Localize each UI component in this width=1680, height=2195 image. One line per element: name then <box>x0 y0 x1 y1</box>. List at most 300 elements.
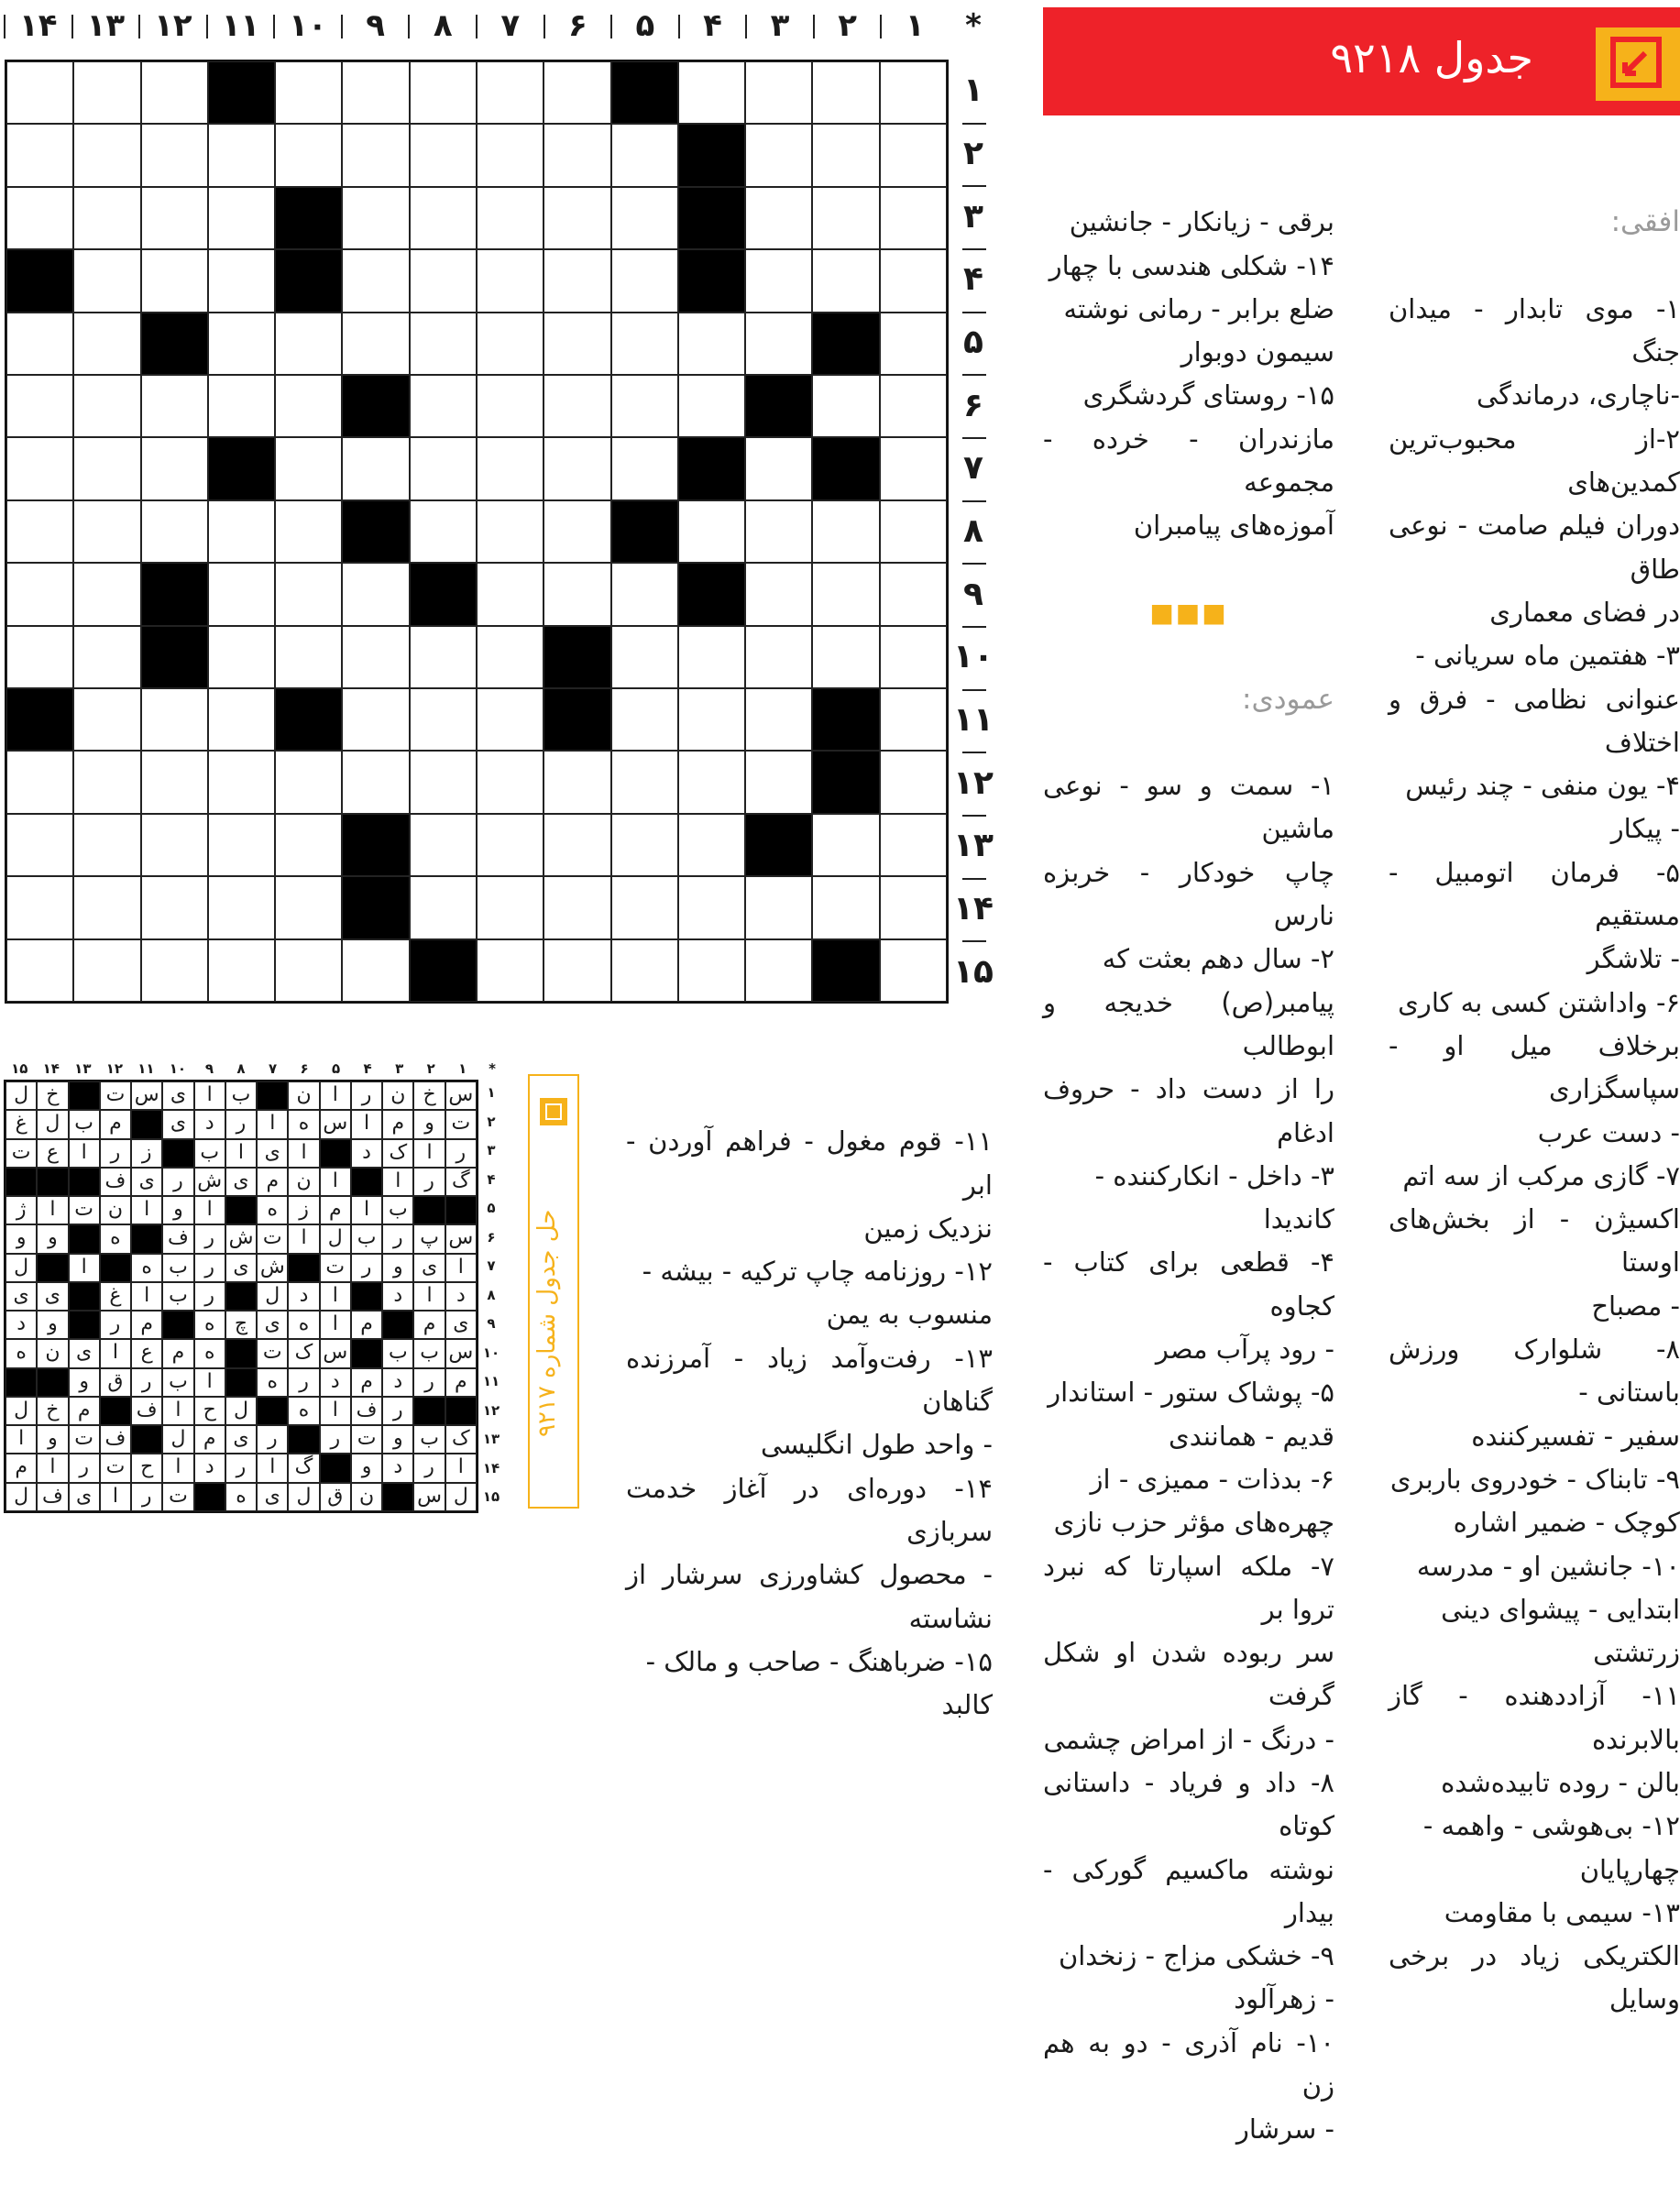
grid-cell[interactable] <box>745 500 812 563</box>
grid-cell[interactable] <box>880 375 947 437</box>
grid-cell[interactable] <box>275 626 342 688</box>
grid-cell[interactable] <box>477 939 544 1002</box>
grid-cell[interactable] <box>812 124 879 186</box>
grid-cell[interactable] <box>275 876 342 938</box>
grid-cell[interactable] <box>141 375 208 437</box>
grid-cell[interactable] <box>410 61 477 124</box>
grid-cell[interactable] <box>410 187 477 249</box>
grid-cell[interactable] <box>141 876 208 938</box>
solution-row-number: ۱۰ <box>482 1344 500 1361</box>
grid-cell[interactable] <box>275 124 342 186</box>
grid-cell[interactable] <box>6 563 73 625</box>
grid-cell[interactable] <box>342 313 409 375</box>
solution-cell: غ <box>5 1110 37 1138</box>
grid-cell[interactable] <box>342 688 409 751</box>
grid-cell[interactable] <box>544 500 610 563</box>
across-heading: افقی: <box>1610 205 1680 239</box>
grid-cell[interactable] <box>275 375 342 437</box>
grid-cell[interactable] <box>342 939 409 1002</box>
grid-cell[interactable] <box>477 124 544 186</box>
across-clue-text: ۱- موی تابدار - میدان جنگ -ناچاری، درماندگی ۲-از محبوب‌ترین کمدین‌های دوران فیلم صامت - نوعی طاق در فضای معماری ۳- هفتمین ماه سریانی - عنوانی نظامی - فرق و اختلاف ۴- یون منفی - چند رئیس - پیکار ۵- فرمان اتومبیل - مستقیم - تلاشگر ۶- واداشتن کسی به کاری برخلاف میل او - سپاسگزاری - دست عرب ۷- گازی مرکب از سه اتم اکسیژن - از بخش‌های اوستا - مصباح ۸- شلوارک ورزش باستانی - سفیر - تفسیرکننده ۹- تابناک - خودروی باربری کوچک - ضمیر اشاره ۱۰- جانشین او - مدرسه ابتدایی - پیشوای دینی زرتشتی ۱۱- آزاددهنده - گاز بالابرنده بالن - روده تابیده‌شده ۱۲- بی‌هوشی - واهمه - چهارپایان ۱۳- سیمی با مقاومت الکتریکی زیاد در برخی وسایل <box>1389 292 1680 2015</box>
solution-cell: ر <box>131 1483 162 1511</box>
grid-cell[interactable] <box>611 124 678 186</box>
grid-cell[interactable] <box>342 563 409 625</box>
solution-cell: ن <box>351 1483 382 1511</box>
row-separator <box>962 312 986 313</box>
grid-cell[interactable] <box>611 563 678 625</box>
solution-row-number: ۷ <box>487 1257 496 1275</box>
solution-black-cell <box>100 1397 131 1425</box>
solution-cell: م <box>194 1425 225 1454</box>
grid-cell[interactable] <box>6 375 73 437</box>
grid-cell[interactable] <box>678 751 745 813</box>
black-cell <box>745 375 812 437</box>
grid-cell[interactable] <box>275 751 342 813</box>
solution-black-cell <box>5 1168 37 1196</box>
grid-cell[interactable] <box>73 249 140 312</box>
grid-cell[interactable] <box>477 437 544 499</box>
solution-cell: ف <box>131 1397 162 1425</box>
grid-cell[interactable] <box>208 375 275 437</box>
solution-cell: ه <box>194 1311 225 1339</box>
grid-cell[interactable] <box>73 814 140 876</box>
solution-black-cell <box>225 1196 257 1224</box>
grid-cell[interactable] <box>477 626 544 688</box>
solution-cell: ی <box>69 1483 100 1511</box>
black-cell <box>342 500 409 563</box>
solution-cell: د <box>194 1454 225 1482</box>
grid-cell[interactable] <box>544 939 610 1002</box>
grid-cell[interactable] <box>745 626 812 688</box>
grid-cell[interactable] <box>410 814 477 876</box>
grid-cell[interactable] <box>611 437 678 499</box>
grid-cell[interactable] <box>208 939 275 1002</box>
grid-cell[interactable] <box>745 876 812 938</box>
grid-cell[interactable] <box>6 751 73 813</box>
grid-cell[interactable] <box>477 313 544 375</box>
solution-cell: ا <box>320 1168 351 1196</box>
grid-column-number: ۸ <box>433 7 453 44</box>
solution-black-cell <box>288 1425 319 1454</box>
grid-cell[interactable] <box>611 814 678 876</box>
solution-cell: ب <box>162 1368 193 1397</box>
grid-cell[interactable] <box>208 563 275 625</box>
grid-cell[interactable] <box>611 939 678 1002</box>
grid-cell[interactable] <box>410 437 477 499</box>
solution-cell: ب <box>413 1425 445 1454</box>
solution-cell: ی <box>69 1339 100 1367</box>
solution-cell: ا <box>131 1196 162 1224</box>
grid-cell[interactable] <box>6 437 73 499</box>
solution-cell: ع <box>131 1339 162 1367</box>
solution-cell: ف <box>100 1168 131 1196</box>
grid-cell[interactable] <box>141 814 208 876</box>
grid-cell[interactable] <box>812 187 879 249</box>
grid-cell[interactable] <box>275 563 342 625</box>
grid-cell[interactable] <box>141 500 208 563</box>
solution-column-number: ۱۳ <box>74 1060 92 1077</box>
solution-cell: ا <box>69 1254 100 1282</box>
grid-column-number: ۱۱ <box>221 7 260 44</box>
grid-cell[interactable] <box>544 375 610 437</box>
grid-cell[interactable] <box>812 375 879 437</box>
grid-cell[interactable] <box>880 313 947 375</box>
grid-cell[interactable] <box>73 437 140 499</box>
solution-cell: ا <box>288 1224 319 1253</box>
grid-cell[interactable] <box>275 500 342 563</box>
grid-cell[interactable] <box>812 814 879 876</box>
grid-cell[interactable] <box>6 876 73 938</box>
grid-cell[interactable] <box>880 751 947 813</box>
grid-cell[interactable] <box>812 500 879 563</box>
solution-column-number: ۴ <box>363 1060 372 1077</box>
grid-cell[interactable] <box>745 563 812 625</box>
solution-cell: س <box>131 1081 162 1110</box>
grid-cell[interactable] <box>141 124 208 186</box>
grid-cell[interactable] <box>880 876 947 938</box>
grid-cell[interactable] <box>342 751 409 813</box>
grid-cell[interactable] <box>544 249 610 312</box>
grid-cell[interactable] <box>73 751 140 813</box>
grid-cell[interactable] <box>208 626 275 688</box>
solution-cell: ا <box>131 1282 162 1311</box>
grid-cell[interactable] <box>812 61 879 124</box>
solution-cell: ت <box>69 1425 100 1454</box>
grid-cell[interactable] <box>73 626 140 688</box>
solution-cell: س <box>445 1081 477 1110</box>
grid-cell[interactable] <box>477 500 544 563</box>
solution-black-cell <box>69 1282 100 1311</box>
solution-black-cell <box>288 1254 319 1282</box>
grid-cell[interactable] <box>544 751 610 813</box>
grid-cell[interactable] <box>410 124 477 186</box>
grid-cell[interactable] <box>208 876 275 938</box>
grid-cell[interactable] <box>812 249 879 312</box>
grid-cell[interactable] <box>410 876 477 938</box>
grid-cell[interactable] <box>477 249 544 312</box>
grid-cell[interactable] <box>6 626 73 688</box>
grid-cell[interactable] <box>6 500 73 563</box>
grid-cell[interactable] <box>73 939 140 1002</box>
solution-cell: ا <box>194 1081 225 1110</box>
solution-cell: و <box>413 1110 445 1138</box>
grid-cell[interactable] <box>208 500 275 563</box>
down-clue-text: ۱- سمت و سو - نوعی ماشین چاپ خودکار - خربزه نارس ۲- سال دهم بعثت که پیامبر(ص) خدیجه و ابوطالب را از دست داد - حروف ادغام ۳- داخل - انکارکننده - کاندیدا ۴- قطعی برای کتاب - کجاوه - رود پرآب مصر ۵- پوشاک ستور - استاندار قدیم - همانندی ۶- بدذات - ممیزی - از چهره‌های مؤثر حزب نازی ۷- ملکه اسپارتا که نبرد تروا بر سر ربوده شدن او شکل گرفت - درنگ - از امراض چشمی ۸- داد و فریاد - داستانی کوتاه نوشته ماکسیم گورکی - بیدار ۹- خشکی مزاج - زنخدان - زهرآلود ۱۰- نام آذری - دو به هم زن - سرشار <box>1043 770 1334 2146</box>
grid-cell[interactable] <box>611 751 678 813</box>
grid-cell[interactable] <box>342 437 409 499</box>
grid-cell[interactable] <box>611 375 678 437</box>
black-cell <box>275 187 342 249</box>
grid-cell[interactable] <box>745 61 812 124</box>
solution-cell: چ <box>225 1311 257 1339</box>
solution-row-numbers <box>478 1080 504 1513</box>
solution-cell: ب <box>162 1282 193 1311</box>
black-cell <box>812 313 879 375</box>
solution-cell: ی <box>131 1168 162 1196</box>
grid-cell[interactable] <box>477 375 544 437</box>
grid-cell[interactable] <box>342 249 409 312</box>
grid-cell[interactable] <box>275 437 342 499</box>
grid-cell[interactable] <box>342 61 409 124</box>
grid-cell[interactable] <box>678 814 745 876</box>
grid-cell[interactable] <box>611 876 678 938</box>
solution-cell: ل <box>162 1425 193 1454</box>
grid-cell[interactable] <box>880 249 947 312</box>
grid-cell[interactable] <box>611 187 678 249</box>
solution-column-number: ۱۲ <box>105 1060 124 1077</box>
grid-cell[interactable] <box>678 688 745 751</box>
grid-cell[interactable] <box>880 626 947 688</box>
solution-cell: ر <box>225 1454 257 1482</box>
grid-cell[interactable] <box>208 688 275 751</box>
solution-cell: ا <box>320 1397 351 1425</box>
solution-column-number: ۱۱ <box>137 1060 155 1077</box>
solution-column-number: ۱۴ <box>42 1060 60 1077</box>
grid-cell[interactable] <box>141 61 208 124</box>
grid-cell[interactable] <box>880 500 947 563</box>
grid-cell[interactable] <box>611 249 678 312</box>
grid-cell[interactable] <box>544 563 610 625</box>
grid-cell[interactable] <box>745 751 812 813</box>
grid-cell[interactable] <box>6 313 73 375</box>
solution-cell: خ <box>37 1081 68 1110</box>
grid-row-number: ۱۱ <box>953 701 994 739</box>
grid-cell[interactable] <box>275 61 342 124</box>
solution-black-cell <box>413 1397 445 1425</box>
solution-black-cell <box>37 1368 68 1397</box>
solution-column-number: ۱ <box>458 1060 467 1077</box>
grid-cell[interactable] <box>812 626 879 688</box>
grid-cell[interactable] <box>6 814 73 876</box>
grid-cell[interactable] <box>678 61 745 124</box>
grid-cell[interactable] <box>410 249 477 312</box>
solution-cell: ت <box>162 1483 193 1511</box>
grid-cell[interactable] <box>544 814 610 876</box>
solution-cell: ن <box>382 1081 413 1110</box>
grid-cell[interactable] <box>410 500 477 563</box>
solution-cell: د <box>382 1368 413 1397</box>
solution-cell: ا <box>100 1483 131 1511</box>
black-cell <box>812 437 879 499</box>
grid-cell[interactable] <box>678 939 745 1002</box>
grid-cell[interactable] <box>6 124 73 186</box>
solution-cell: و <box>382 1254 413 1282</box>
grid-cell[interactable] <box>208 249 275 312</box>
grid-cell[interactable] <box>544 876 610 938</box>
grid-cell[interactable] <box>73 313 140 375</box>
grid-cell[interactable] <box>880 563 947 625</box>
solution-cell: ی <box>257 1311 288 1339</box>
solution-cell: ا <box>413 1282 445 1311</box>
grid-row-number: ۱۰ <box>953 638 994 676</box>
grid-cell[interactable] <box>73 124 140 186</box>
grid-row-number: ۴ <box>963 260 983 299</box>
grid-cell[interactable] <box>73 500 140 563</box>
solution-cell: ل <box>320 1224 351 1253</box>
solution-cell: خ <box>37 1397 68 1425</box>
row-separator <box>962 878 986 880</box>
grid-cell[interactable] <box>745 124 812 186</box>
row-separator <box>962 689 986 691</box>
grid-cell[interactable] <box>544 187 610 249</box>
grid-cell[interactable] <box>6 939 73 1002</box>
solution-black-cell <box>131 1110 162 1138</box>
grid-cell[interactable] <box>141 688 208 751</box>
grid-cell[interactable] <box>544 437 610 499</box>
solution-cell: د <box>5 1311 37 1339</box>
grid-cell[interactable] <box>745 939 812 1002</box>
grid-cell[interactable] <box>678 375 745 437</box>
grid-cell[interactable] <box>745 313 812 375</box>
across-clues <box>1389 158 1680 2065</box>
grid-column-number: ۶ <box>567 7 587 44</box>
grid-cell[interactable] <box>745 187 812 249</box>
grid-cell[interactable] <box>208 187 275 249</box>
black-cell <box>678 437 745 499</box>
grid-cell[interactable] <box>410 313 477 375</box>
solution-cell: ف <box>162 1224 193 1253</box>
grid-cell[interactable] <box>73 61 140 124</box>
grid-row-number: ۱۵ <box>953 952 994 991</box>
grid-cell[interactable] <box>342 626 409 688</box>
black-cell <box>678 563 745 625</box>
grid-cell[interactable] <box>745 688 812 751</box>
solution-black-cell <box>445 1397 477 1425</box>
solution-cell: پ <box>413 1224 445 1253</box>
grid-cell[interactable] <box>410 751 477 813</box>
grid-cell[interactable] <box>141 751 208 813</box>
grid-cell[interactable] <box>6 187 73 249</box>
grid-cell[interactable] <box>812 876 879 938</box>
grid-cell[interactable] <box>477 688 544 751</box>
solution-cell: د <box>320 1368 351 1397</box>
grid-cell[interactable] <box>208 814 275 876</box>
grid-cell[interactable] <box>208 124 275 186</box>
grid-cell[interactable] <box>880 61 947 124</box>
grid-cell[interactable] <box>73 563 140 625</box>
solution-cell: و <box>351 1454 382 1482</box>
grid-cell[interactable] <box>678 626 745 688</box>
solution-cell: ب <box>382 1339 413 1367</box>
grid-cell[interactable] <box>208 751 275 813</box>
grid-cell[interactable] <box>880 437 947 499</box>
grid-cell[interactable] <box>880 939 947 1002</box>
solution-black-cell <box>257 1397 288 1425</box>
solution-cell: ر <box>257 1425 288 1454</box>
grid-cell[interactable] <box>745 249 812 312</box>
grid-cell[interactable] <box>812 563 879 625</box>
grid-cell[interactable] <box>275 939 342 1002</box>
grid-cell[interactable] <box>410 626 477 688</box>
solution-cell: ب <box>413 1339 445 1367</box>
solution-cell: د <box>445 1282 477 1311</box>
grid-cell[interactable] <box>477 876 544 938</box>
solution-cell: د <box>194 1110 225 1138</box>
grid-cell[interactable] <box>6 61 73 124</box>
grid-cell[interactable] <box>544 313 610 375</box>
grid-cell[interactable] <box>880 187 947 249</box>
grid-cell[interactable] <box>208 313 275 375</box>
solution-cell: ا <box>320 1282 351 1311</box>
solution-cell: ی <box>257 1139 288 1168</box>
grid-cell[interactable] <box>880 688 947 751</box>
grid-cell[interactable] <box>477 814 544 876</box>
grid-cell[interactable] <box>611 626 678 688</box>
grid-cell[interactable] <box>410 375 477 437</box>
grid-cell[interactable] <box>477 61 544 124</box>
solution-black-cell <box>382 1483 413 1511</box>
grid-row-number: ۵ <box>963 324 983 361</box>
solution-cell: م <box>100 1110 131 1138</box>
grid-cell[interactable] <box>611 688 678 751</box>
grid-cell[interactable] <box>73 187 140 249</box>
grid-cell[interactable] <box>678 313 745 375</box>
row-separator <box>962 248 986 250</box>
grid-cell[interactable] <box>73 876 140 938</box>
solution-cell: م <box>5 1454 37 1482</box>
grid-cell[interactable] <box>342 124 409 186</box>
solution-cell: س <box>413 1483 445 1511</box>
solution-black-cell <box>37 1254 68 1282</box>
solution-cell: م <box>131 1311 162 1339</box>
solution-cell: و <box>382 1425 413 1454</box>
solution-black-cell <box>194 1483 225 1511</box>
solution-row-number: ۱۲ <box>482 1401 500 1419</box>
grid-cell[interactable] <box>880 814 947 876</box>
solution-cell: ر <box>382 1224 413 1253</box>
grid-cell[interactable] <box>678 500 745 563</box>
grid-cell[interactable] <box>141 939 208 1002</box>
solution-black-cell <box>351 1168 382 1196</box>
grid-cell[interactable] <box>745 437 812 499</box>
grid-cell[interactable] <box>611 313 678 375</box>
grid-cell[interactable] <box>880 124 947 186</box>
grid-cell[interactable] <box>141 437 208 499</box>
grid-corner-mark: * <box>965 7 982 44</box>
solution-cell: ن <box>100 1196 131 1224</box>
solution-cell: ه <box>288 1397 319 1425</box>
grid-cell[interactable] <box>477 187 544 249</box>
solution-cell: ل <box>5 1397 37 1425</box>
solution-cell: ل <box>225 1397 257 1425</box>
grid-cell[interactable] <box>141 249 208 312</box>
grid-cell[interactable] <box>477 751 544 813</box>
grid-column-numbers <box>0 5 994 51</box>
grid-cell[interactable] <box>544 124 610 186</box>
grid-cell[interactable] <box>544 61 610 124</box>
section-divider: ■■■ <box>1149 597 1228 628</box>
solution-cell: ا <box>351 1196 382 1224</box>
grid-cell[interactable] <box>342 187 409 249</box>
grid-cell[interactable] <box>141 187 208 249</box>
grid-cell[interactable] <box>477 563 544 625</box>
grid-cell[interactable] <box>275 313 342 375</box>
grid-cell[interactable] <box>73 688 140 751</box>
solution-cell: ا <box>69 1139 100 1168</box>
crossword-grid <box>5 60 949 1004</box>
grid-row-number: ۱۳ <box>953 827 994 865</box>
grid-cell[interactable] <box>410 688 477 751</box>
grid-cell[interactable] <box>73 375 140 437</box>
solution-cell: ر <box>69 1454 100 1482</box>
grid-cell[interactable] <box>678 876 745 938</box>
solution-cell: م <box>162 1339 193 1367</box>
grid-row-numbers <box>950 60 997 1004</box>
solution-cell: ا <box>37 1454 68 1482</box>
grid-cell[interactable] <box>275 814 342 876</box>
solution-cell: ن <box>37 1339 68 1367</box>
solution-cell: ب <box>351 1224 382 1253</box>
